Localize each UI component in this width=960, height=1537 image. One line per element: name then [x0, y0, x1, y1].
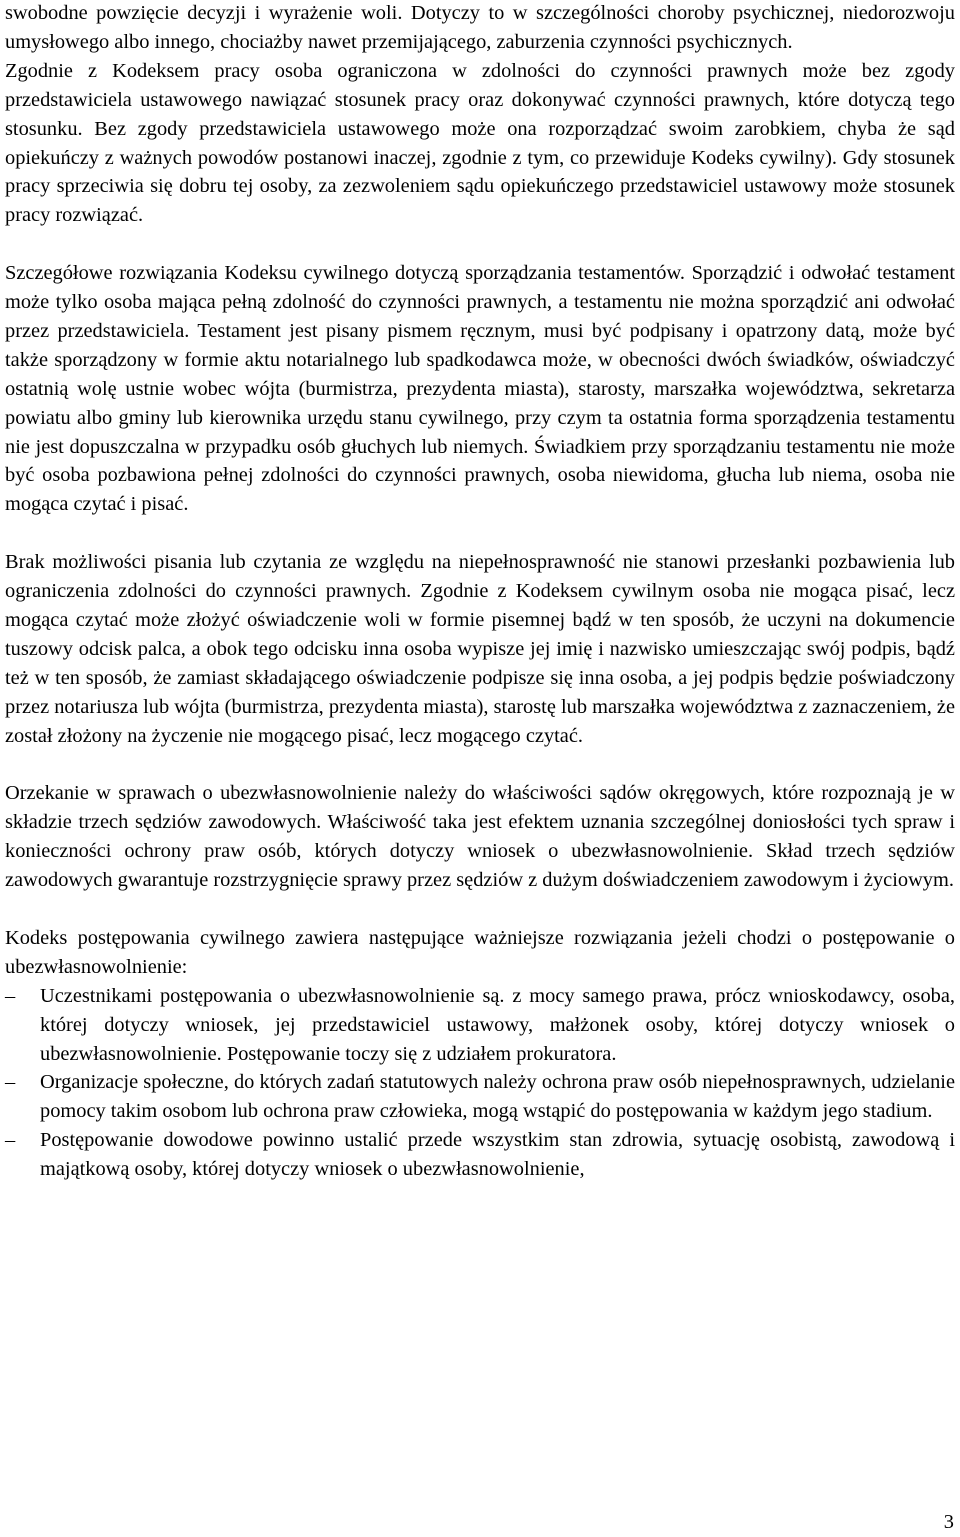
paragraph-mental-disorders: swobodne powzięcie decyzji i wyrażenie woli. Dotyczy to w szczególności choroby psychicznej, niedorozwoju umysłowego albo innego, chociażby nawet przemijającego, zaburzenia czynności psychicznych. [5, 2, 955, 53]
dash-marker: – [5, 1071, 16, 1094]
list-item-text: Organizacje społeczne, do których zadań statutowych należy ochrona praw osób niepełnosprawnych, udzielanie pomocy takim osobom lub ochrona praw człowieka, mogą wstąpić do postępowania w każdym jego stadium. [40, 1071, 955, 1123]
procedure-list [5, 982, 955, 1184]
dash-marker: – [5, 1129, 16, 1152]
paragraph-labour-code: Zgodnie z Kodeksem pracy osoba ograniczona w zdolności do czynności prawnych może bez zgody przedstawiciela ustawowego nawiązać stosunek pracy oraz dokonywać czynności prawnych, które dotyczą tego stosunku. Bez zgody przedstawiciela ustawowego może ona rozporządzać swoim zarobkiem, chyba że sąd opiekuńczy z ważnych powodów postanowi inaczej, zgodnie z tym, co przewiduje Kodeks cywilny). Gdy stosunek pracy sprzeciwia się dobru tej osoby, za zezwoleniem sądu opiekuńczego przedstawiciel ustawowy może stosunek pracy rozwiązać. [5, 59, 955, 227]
list-item-text: Postępowanie dowodowe powinno ustalić przede wszystkim stan zdrowia, sytuację osobistą, zawodową i majątkową osoby, której dotyczy wniosek o ubezwłasnowolnienie, [40, 1129, 955, 1181]
paragraph-district-courts: Orzekanie w sprawach o ubezwłasnowolnienie należy do właściwości sądów okręgowych, które rozpoznają je w składzie trzech sędziów zawodowych. Właściwość taka jest efektem uznania szczególnej doniosłości tych spraw i konieczności ochrony praw osób, których dotyczy wniosek o ubezwłasnowolnienie. Skład trzech sędziów zawodowych gwarantuje rozstrzygnięcie sprawy przez sędziów z dużym doświadczeniem zawodowym i życiowym. [5, 782, 955, 892]
document-page [5, 0, 955, 1184]
list-item [5, 982, 955, 1069]
list-item-text: Uczestnikami postępowania o ubezwłasnowolnienie są. z mocy samego prawa, prócz wnioskodawcy, osoba, której dotyczy wniosek, jej przedstawiciel ustawowy, małżonek osoby, której dotyczy wniosek o ubezwłasnowolnienie. Postępowanie toczy się z udziałem prokuratora. [40, 984, 955, 1065]
paragraph-testaments: Szczegółowe rozwiązania Kodeksu cywilnego dotyczą sporządzania testamentów. Sporządzić i odwołać testament może tylko osoba mająca pełną zdolność do czynności prawnych, a testamentu nie można sporządzić ani odwołać przez przedstawiciela. Testament jest pisany pismem ręcznym, musi być podpisany i opatrzony datą, może być także sporządzony w formie aktu notarialnego lub spadkodawca może, w obecności dwóch świadków, oświadczyć ostatnią wolę ustnie wobec wójta (burmistrza, prezydenta miasta), starosty, marszałka województwa, sekretarza powiatu albo gminy lub kierownika urzędu stanu cywilnego, przy czym ta ostatnia forma sporządzenia testamentu nie jest dopuszczalna w przypadku osób głuchych lub niemych. Świadkiem przy sporządzaniu testamentu nie może być osoba pozbawiona pełnej zdolności do czynności prawnych, osoba niewidoma, głucha lub niema, osoba nie mogąca czytać i pisać. [5, 262, 955, 516]
page-number: 3 [943, 1511, 954, 1533]
dash-marker: – [5, 984, 16, 1007]
paragraph-civil-procedure-intro: Kodeks postępowania cywilnego zawiera następujące ważniejsze rozwiązania jeżeli chodzi o postępowanie o ubezwłasnowolnienie: [5, 926, 955, 978]
list-item [5, 1068, 955, 1126]
paragraph-writing-reading: Brak możliwości pisania lub czytania ze względu na niepełnosprawność nie stanowi przesłanki pozbawienia lub ograniczenia zdolności do czynności prawnych. Zgodnie z Kodeksem cywilnym osoba nie mogąca pisać, lecz mogąca czytać może złożyć oświadczenie woli w formie pisemnej bądź w ten sposób, że uczyni na dokumencie tuszowy odcisk palca, a obok tego odcisku inna osoba wypisze jej imię i nazwisko umieszczając swój podpis, bądź też w ten sposób, że zamiast składającego oświadczenie podpisze się inna osoba, a jej podpis będzie poświadczony przez notariusza lub wójta (burmistrza, prezydenta miasta), starostę lub marszałka województwa z zaznaczeniem, że został złożony na życzenie nie mogącego pisać, lecz mogącego czytać. [5, 551, 955, 747]
list-item [5, 1126, 955, 1184]
